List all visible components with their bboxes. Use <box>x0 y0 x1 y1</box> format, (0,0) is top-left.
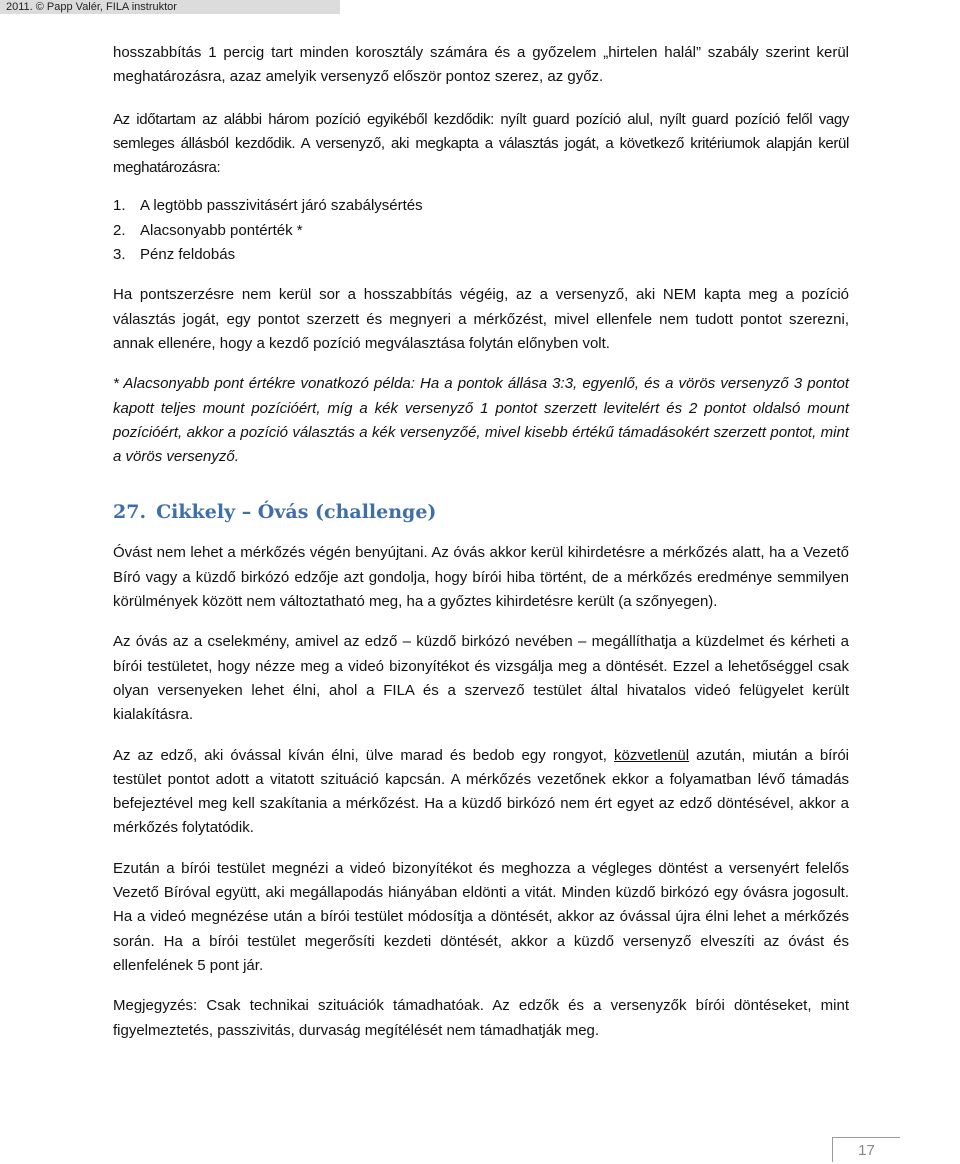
list-item: 2. Alacsonyabb pontérték * <box>113 221 303 239</box>
footnote-lower-point: * Alacsonyabb pont értékre vonatkozó példa: Ha a pontok állása 3:3, egyenlő, és a vörös versenyző 3 pontot kapott teljes mount pozícióért, míg a kék versenyző 1 pontot szerzett levitelért és 2 pontot oldalsó mount pozícióért, akkor a pozíció választás a kék versenyzőé, mivel kisebb értékű támadásokért szerzett pontot, mint a vörös versenyző. <box>113 375 849 466</box>
paragraph-coach-challenge: Az az edző, aki óvással kíván élni, ülve marad és bedob egy rongyot, közvetlenül azután, miután a bírói testület pontot adott a vitatott szituáció kapcsán. A mérkőzés vezetőnek ekkor a folyamatban lévő támadás befejeztével meg kell szakítania a mérkőzést. Ha a küzdő birkózó nem ért egyet az edző döntésével, akkor a mérkőzés folytatódik. <box>113 746 850 837</box>
page-header <box>0 0 340 14</box>
paragraph-challenge-intro: Óvást nem lehet a mérkőzés végén benyújtani. Az óvás akkor kerül kihirdetésre a mérkőzés alatt, ha a Vezető Bíró vagy a küzdő birkózó edzője azt gondolja, hogy bírói hiba történt, de a mérkőzés eredménye semmilyen körülmények között nem változtatható meg, ha a győztes kihirdetésre került (a szőnyegen). <box>113 544 849 611</box>
list-item: 1. A legtöbb passzivitásért járó szabálysértés <box>113 197 423 215</box>
paragraph-overtime: hosszabbítás 1 percig tart minden korosztály számára és a győzelem „hirtelen halál” szabály szerint kerül meghatározásra, azaz amelyik versenyző először pontoz szerez, az győz. <box>113 44 849 86</box>
header-text: 2011. © Papp Valér, FILA instruktor <box>6 1 177 13</box>
page-number: 17 <box>858 1142 875 1159</box>
document-body <box>113 41 849 1043</box>
paragraph-note: Megjegyzés: Csak technikai szituációk támadhatóak. Az edzők és a versenyzők bírói döntéseket, mint figyelmeztetés, passzivitás, durvaság megítélését nem támadhatják meg. <box>113 997 849 1039</box>
underlined-word: közvetlenül <box>614 746 690 764</box>
section-heading <box>113 499 849 525</box>
page-number-box <box>832 1137 900 1162</box>
criteria-list <box>113 194 849 267</box>
section-number: 27. <box>113 501 147 524</box>
section-title: Cikkely – Óvás (challenge) <box>156 501 437 524</box>
paragraph-positions: Az időtartam az alábbi három pozíció egyikéből kezdődik: nyílt guard pozíció alul, nyílt guard pozíció felől vagy semleges állásból kezdődik. A versenyző, aki megkapta a választás jogát, a következő kritériumok alapján kerül meghatározásra: <box>113 110 849 177</box>
paragraph-no-score: Ha pontszerzésre nem kerül sor a hosszabbítás végéig, az a versenyző, aki NEM kapta meg a pozíció választás jogát, egy pontot szerzett és megnyeri a mérkőzést, mivel ellenfele nem tudott pontot szerezni, annak ellenére, hogy a kezdő pozíció megválasztása folytán előnyben volt. <box>113 286 849 352</box>
paragraph-challenge-action: Az óvás az a cselekmény, amivel az edző – küzdő birkózó nevében – megállíthatja a küzdelmet és kérheti a bírói testületet, hogy nézze meg a videó bizonyítékot és vizsgálja meg a döntését. Ezzel a lehetőséggel csak olyan versenyeken lehet élni, ahol a FILA és a szervező testület által hivatalos videó felügyelet került kialakításra. <box>113 633 849 724</box>
list-item: 3. Pénz feldobás <box>113 246 236 264</box>
paragraph-video-review: Ezután a bírói testület megnézi a videó bizonyítékot és meghozza a végleges döntést a versenyért felelős Vezető Bíróval együtt, aki megállapodás hiányában eldönti a vitát. Minden küzdő birkózó egy óvásra jogosult. Ha a videó megnézése után a bírói testület módosítja a döntését, akkor az óvással újra élni lehet a mérkőzés során. Ha a bírói testület megerősíti kezdeti döntését, akkor a küzdő versenyző elveszíti az óvást és ellenfelének 5 pont jár. <box>113 859 849 974</box>
